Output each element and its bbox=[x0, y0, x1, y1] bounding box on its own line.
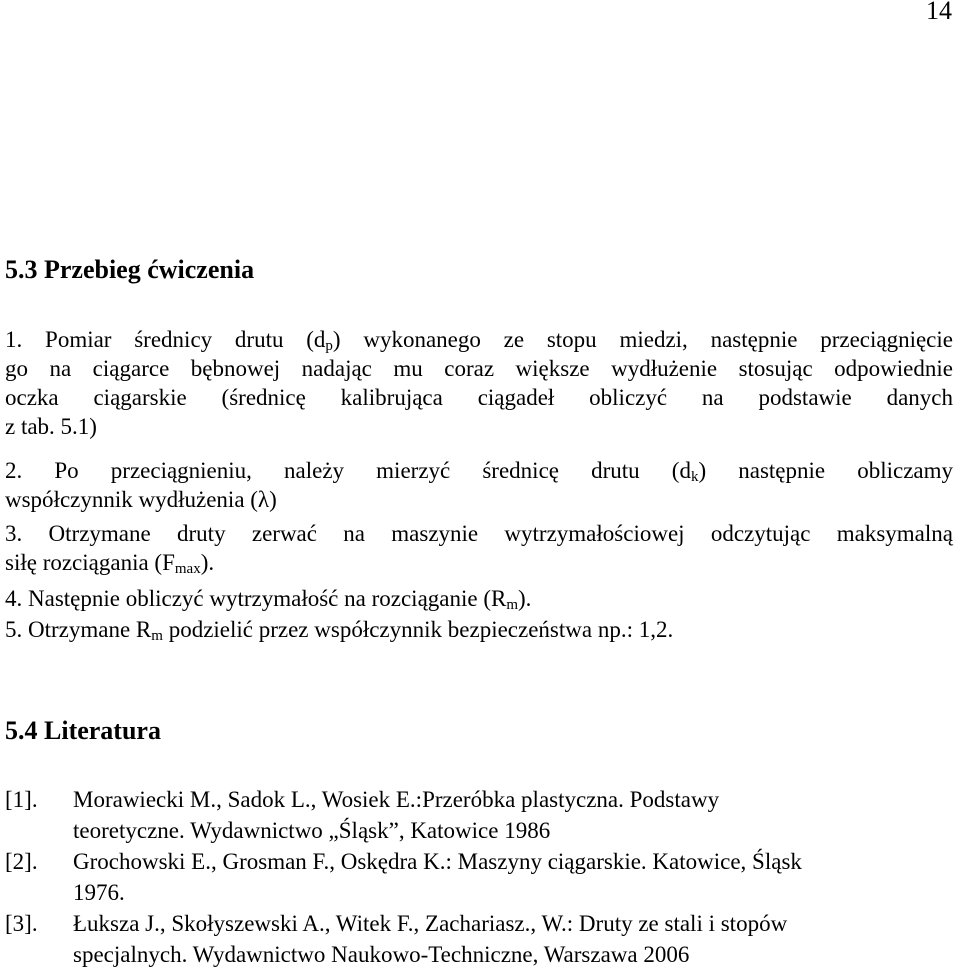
item2-line2: współczynnik wydłużenia (λ) bbox=[5, 487, 277, 512]
item3-line1: 3. Otrzymane druty zerwać na maszynie wytrzymałościowej odczytując maksymalną bbox=[5, 521, 953, 546]
reference-item-1 bbox=[5, 784, 955, 846]
item1-line4: z tab. 5.1) bbox=[5, 414, 97, 439]
page-number: 14 bbox=[926, 0, 952, 25]
list-item-5 bbox=[5, 615, 953, 644]
reference-number: [2]. bbox=[5, 849, 38, 874]
reference-text-line1: Morawiecki M., Sadok L., Wosiek E.:Przeróbka plastyczna. Podstawy bbox=[73, 787, 720, 812]
item1-line2: go na ciągarce bębnowej nadając mu coraz większe wydłużenie stosując odpowiednie bbox=[5, 356, 953, 381]
list-item-2 bbox=[5, 456, 953, 514]
item1-line3: oczka ciągarskie (średnicę kalibrująca ciągadeł obliczyć na podstawie danych bbox=[5, 385, 953, 410]
list-item-1 bbox=[5, 325, 953, 441]
item4-line: 4. Następnie obliczyć wytrzymałość na rozciąganie $(R_m)$. bbox=[5, 586, 532, 613]
reference-item-3 bbox=[5, 908, 955, 970]
section-title-process: 5.3 Przebieg ćwiczenia bbox=[5, 255, 255, 284]
reference-text-line2: teoretyczne. Wydawnictwo „Śląsk”, Katowice 1986 bbox=[73, 818, 551, 843]
item2-line1: 2. Po przeciągnieniu, należy mierzyć średnicę drutu $(d_k)$ następnie obliczamy bbox=[5, 458, 954, 485]
section-title-literature: 5.4 Literatura bbox=[5, 716, 161, 745]
item1-line1: 1. Pomiar średnicy drutu $(d_p)$ wykonanego ze stopu miedzi, następnie przeciągnięcie bbox=[5, 327, 953, 354]
list-item-4 bbox=[5, 584, 953, 613]
reference-item-2 bbox=[5, 846, 955, 908]
item3-line2: siłę rozciągania $(F_{max})$. bbox=[5, 550, 215, 577]
reference-number: [1]. bbox=[5, 787, 38, 812]
reference-text-line2: specjalnych. Wydawnictwo Naukowo-Techniczne, Warszawa 2006 bbox=[73, 942, 690, 967]
reference-text-line2: 1976. bbox=[73, 880, 125, 905]
reference-text-line1: Grochowski E., Grosman F., Oskędra K.: Maszyny ciągarskie. Katowice, Śląsk bbox=[73, 849, 802, 874]
reference-number: [3]. bbox=[5, 911, 38, 936]
item5-line: 5. Otrzymane $R_m$ podzielić przez współczynnik bezpieczeństwa np.: 1,2. bbox=[5, 617, 674, 644]
list-item-3 bbox=[5, 519, 953, 577]
reference-text-line1: Łuksza J., Skołyszewski A., Witek F., Zachariasz., W.: Druty ze stali i stopów bbox=[73, 911, 788, 936]
